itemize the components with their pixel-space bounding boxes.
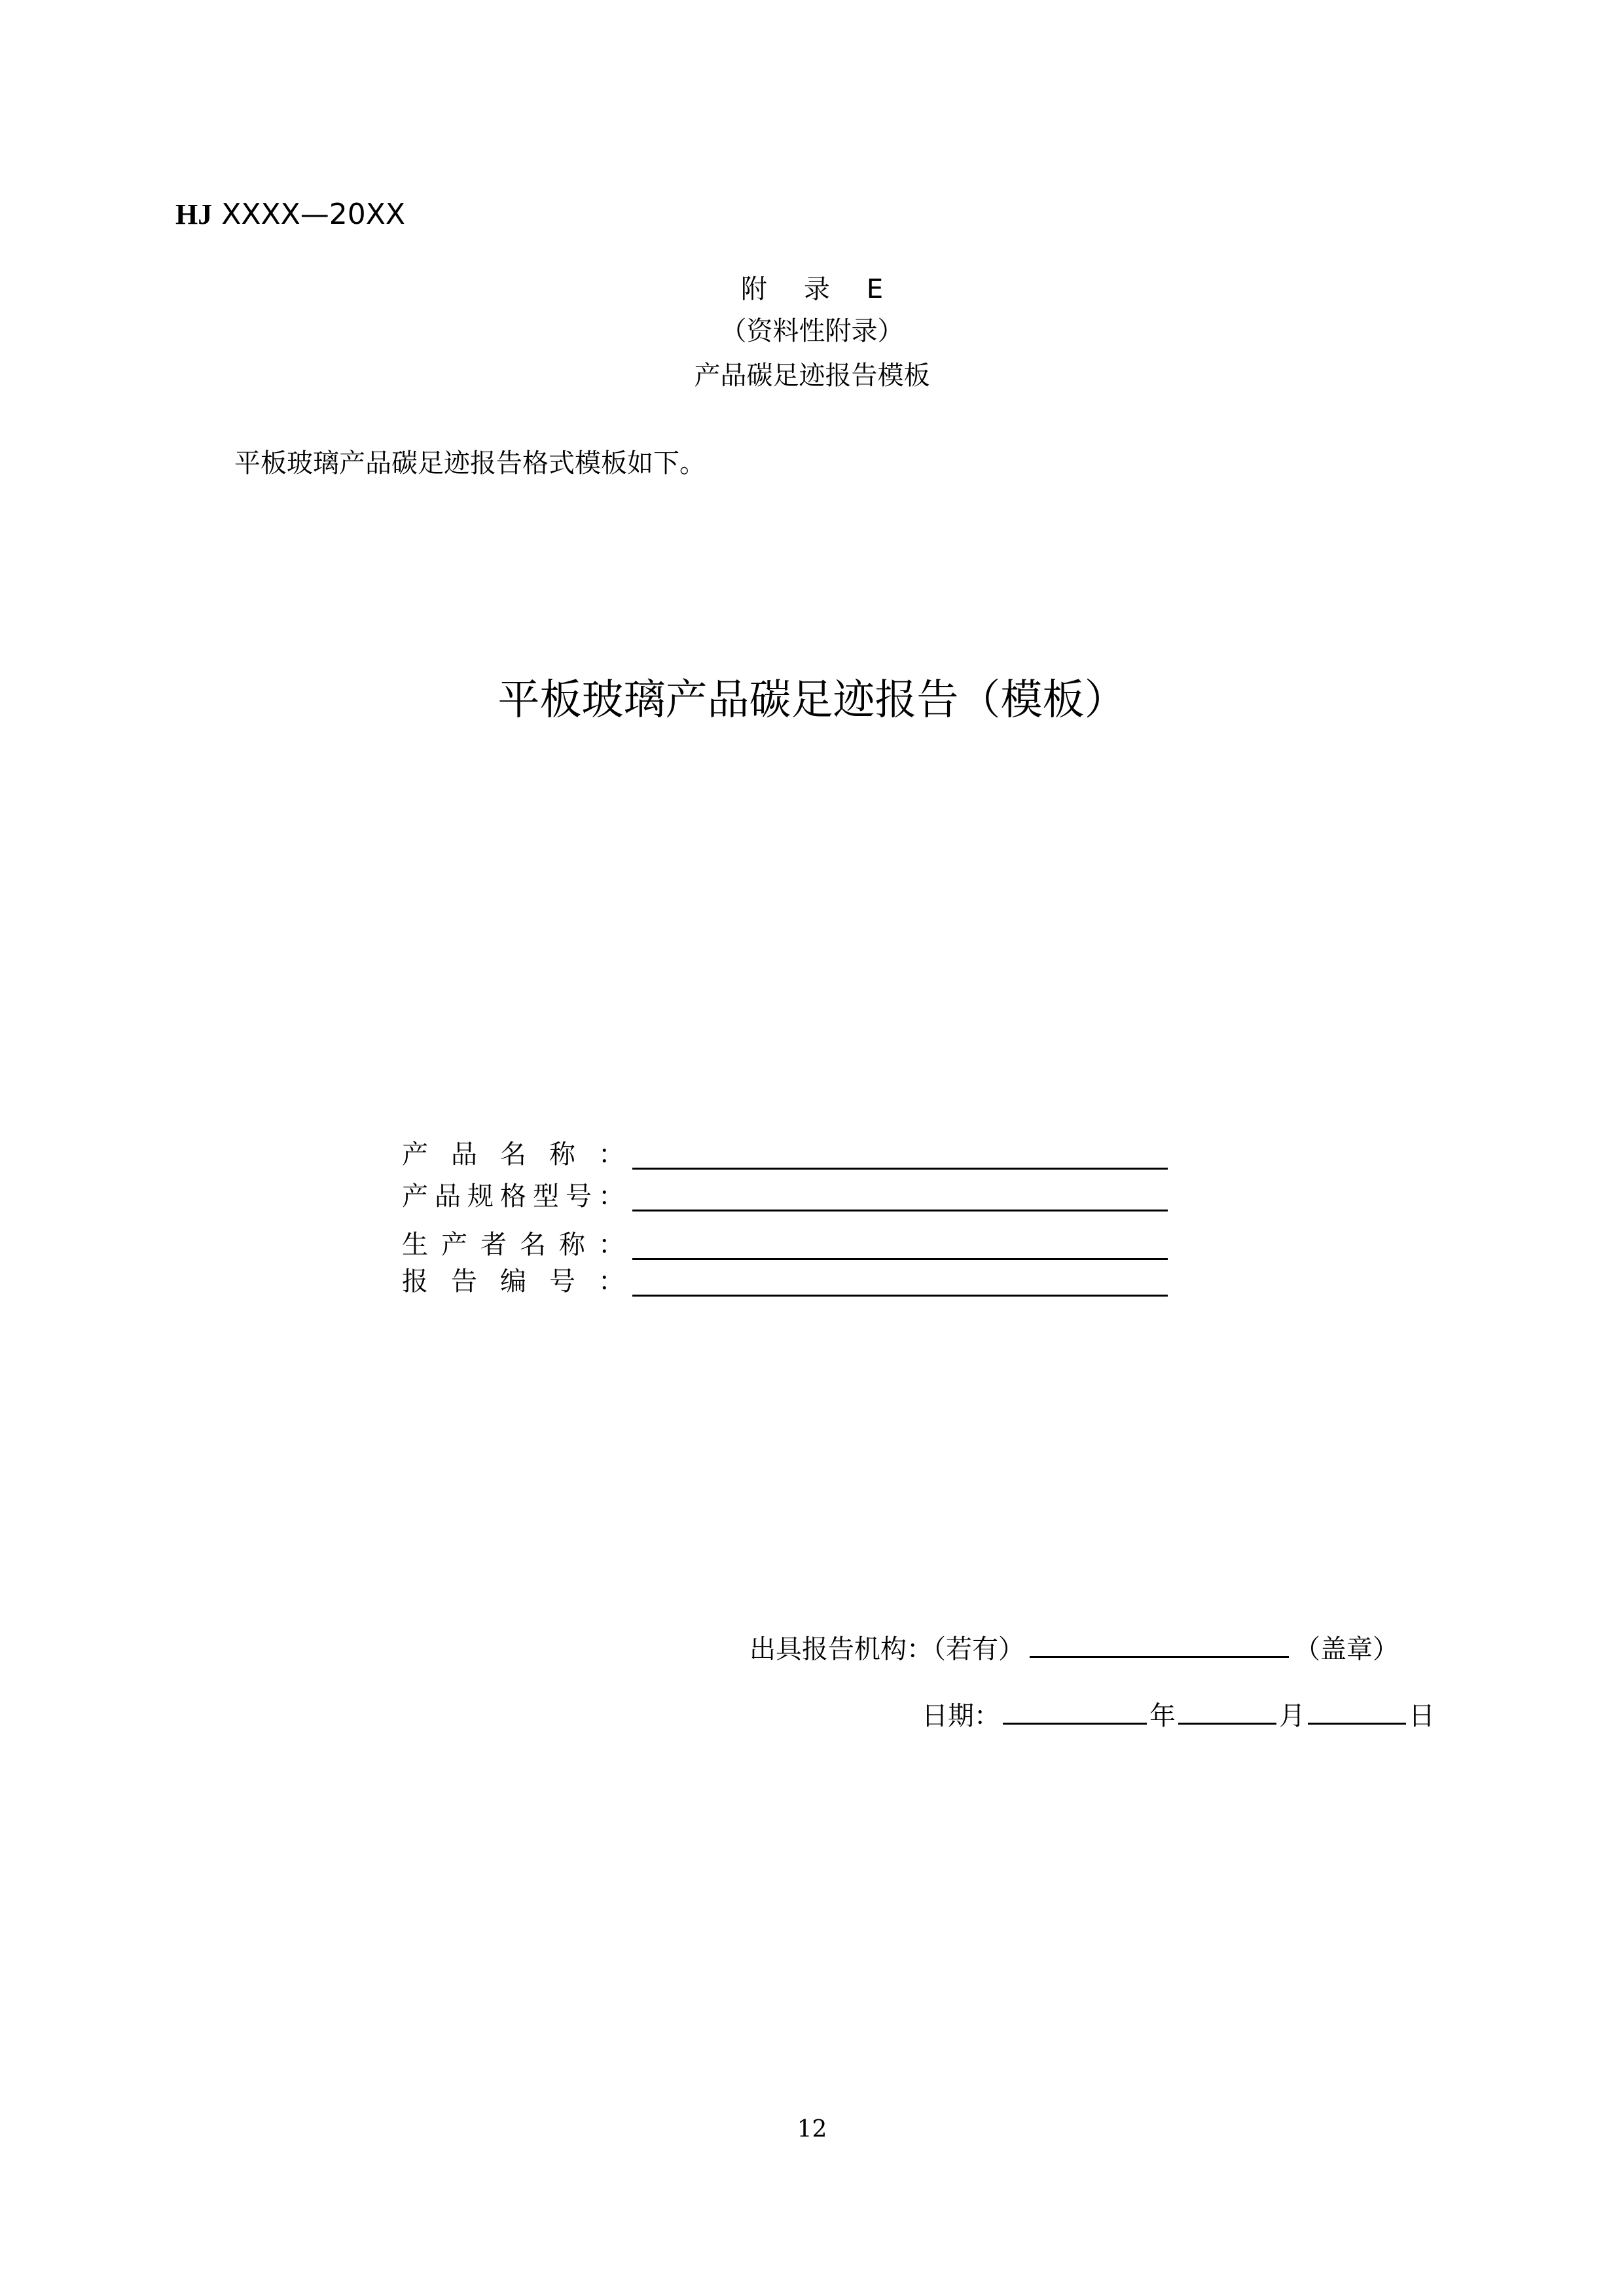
field-label-char: 规 [467,1181,494,1211]
field-label-char: ： [598,1181,624,1211]
field-label-char: 品 [451,1139,477,1170]
field-input-line[interactable] [632,1295,1168,1297]
field-label [402,1263,624,1300]
standard-prefix: HJ [175,198,213,230]
field-label-char: 型 [533,1181,559,1211]
field-label [402,1227,624,1263]
field-label-char: 品 [435,1181,461,1211]
issuer-label: 出具报告机构： [749,1634,933,1664]
field-label-char: 号 [549,1266,575,1297]
intro-paragraph: 平板玻璃产品碳足迹报告格式模板如下。 [234,448,706,478]
field-label-char: ： [598,1139,624,1170]
appendix-type: （资料性附录） [720,316,904,346]
date-day-label: 日 [1409,1701,1435,1731]
field-label-char: 报 [402,1266,428,1297]
date-month-label: 月 [1279,1701,1305,1731]
field-label-char: 编 [500,1266,526,1297]
date-year-input[interactable] [1003,1696,1147,1725]
field-label-char: ： [598,1230,624,1260]
field-input-line[interactable] [632,1168,1168,1170]
field-label-char: 格 [500,1181,526,1211]
field-label-char: ： [598,1266,624,1297]
date-label: 日期： [922,1701,1000,1731]
field-label [402,1136,624,1173]
field-report-number[interactable] [402,1263,1168,1300]
field-label-char: 称 [549,1139,575,1170]
page-number: 12 [797,2116,827,2143]
appendix-name: 产品碳足迹报告模板 [694,361,930,391]
field-input-line[interactable] [632,1258,1168,1260]
report-title: 平板玻璃产品碳足迹报告（模板） [497,676,1127,725]
field-label-char: 名 [520,1230,546,1260]
field-product-name[interactable] [402,1136,1168,1173]
issuer-optional: （若有） [933,1634,1024,1664]
date-line [922,1696,1435,1734]
field-label-char: 产 [402,1139,428,1170]
date-year-label: 年 [1149,1701,1176,1731]
field-label-char: 告 [451,1266,477,1297]
field-label-char: 号 [566,1181,592,1211]
standard-number: XXXX—20XX [221,198,406,231]
issuer-input-line[interactable] [1030,1630,1289,1658]
field-label-char: 者 [480,1230,507,1260]
field-label-char: 产 [402,1181,428,1211]
field-producer-name[interactable] [402,1227,1168,1263]
issuer-line [749,1630,1399,1668]
appendix-title: 附录E [740,274,920,304]
standard-code-header [175,196,405,233]
field-label-char: 称 [559,1230,585,1260]
field-label-char: 产 [441,1230,467,1260]
issuer-seal: （盖章） [1294,1634,1399,1664]
field-label-char: 生 [402,1230,428,1260]
field-product-spec[interactable] [402,1178,1168,1215]
field-label-char: 名 [500,1139,526,1170]
field-label [402,1178,624,1215]
date-month-input[interactable] [1178,1696,1276,1725]
field-input-line[interactable] [632,1210,1168,1211]
date-day-input[interactable] [1308,1696,1406,1725]
